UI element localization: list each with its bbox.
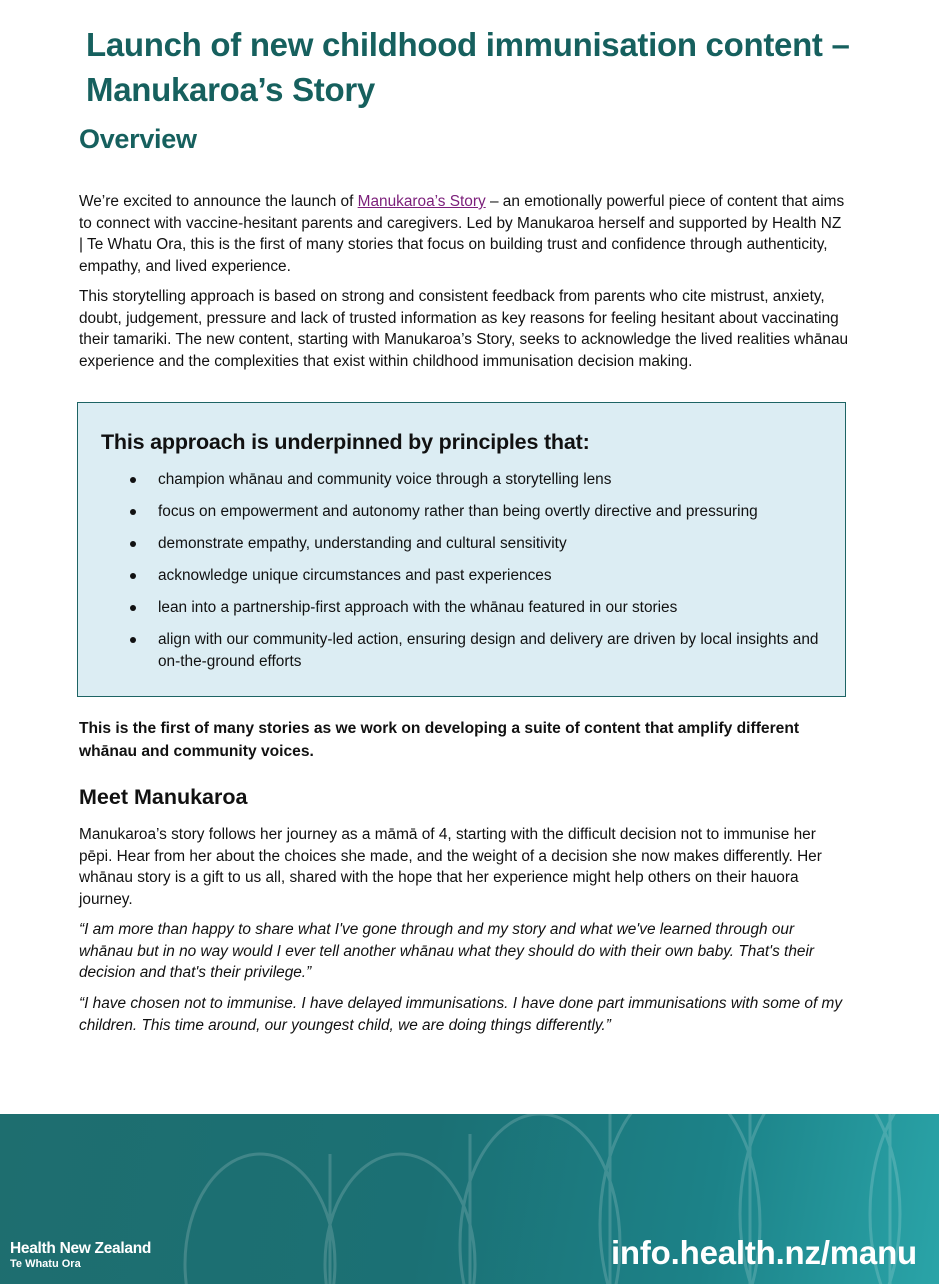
principles-list: [78, 469, 845, 683]
brand-subtitle: Te Whatu Ora: [10, 1258, 81, 1270]
bold-statement: This is the first of many stories as we work on developing a suite of content that amplify different whānau and community voices.: [79, 720, 800, 760]
principles-heading: This approach is underpinned by principles that:: [101, 430, 590, 454]
document-title: Launch of new childhood immunisation content – Manukaroa’s Story: [86, 26, 850, 108]
principle-item: align with our community-led action, ensuring design and delivery are driven by local insights and on-the-ground efforts: [78, 629, 845, 673]
bullet-icon: [130, 477, 136, 483]
storytelling-paragraph: This storytelling approach is based on strong and consistent feedback from parents who cite mistrust, anxiety, doubt, judgement, pressure and lack of trusted information as key reasons for feeling hesitant about vaccinating their tamariki. The new content, starting with Manukaroa’s Story, seeks to acknowledge the lived realities whānau experience and the complexities that exist within childhood immunisation decision making.: [79, 288, 849, 371]
meet-paragraph: Manukaroa’s story follows her journey as a māmā of 4, starting with the difficult decision not to immunise her pēpi. Hear from her about the choices she made, and the weight of a decision she now makes differently. Her whānau story is a gift to us all, shared with the hope that her experience might help others on their hauora journey.: [79, 826, 822, 909]
quote-1: “I am more than happy to share what I've gone through and my story and what we've learned through our whānau but in no way would I ever tell another whānau what they should do with their own baby. That's their decision and that's their privilege.”: [79, 921, 815, 982]
bullet-icon: [130, 605, 136, 611]
bullet-icon: [130, 637, 136, 643]
principle-item: champion whānau and community voice through a storytelling lens: [78, 469, 845, 491]
principle-item: demonstrate empathy, understanding and cultural sensitivity: [78, 533, 845, 555]
intro-text-after: – an emotionally powerful piece of content that aims to connect with vaccine-hesitant parents and caregivers. Led by Manukaroa herself and supported by Health NZ | Te Whatu Ora, this is the first of many stories that focus on building trust and confidence through authenticity, empathy, and lived experience.: [79, 193, 845, 276]
manukaroa-story-link[interactable]: Manukaroa’s Story: [357, 193, 486, 210]
bullet-icon: [130, 509, 136, 515]
bullet-icon: [130, 573, 136, 579]
principle-item: acknowledge unique circumstances and past experiences: [78, 565, 845, 587]
footer-banner: [0, 1114, 939, 1284]
footer-url[interactable]: info.health.nz/manu: [610, 1234, 917, 1271]
brand-name: Health New Zealand: [10, 1240, 152, 1257]
quote-2: “I have chosen not to immunise. I have delayed immunisations. I have done part immunisations with some of my children. This time around, our youngest child, we are doing things differently.”: [79, 995, 843, 1034]
bullet-icon: [130, 541, 136, 547]
principles-box: [77, 402, 846, 697]
overview-heading: Overview: [79, 124, 197, 154]
principle-item: focus on empowerment and autonomy rather than being overtly directive and pressuring: [78, 501, 845, 523]
principle-item: lean into a partnership-first approach with the whānau featured in our stories: [78, 597, 845, 619]
intro-paragraph: [79, 191, 849, 278]
intro-text-before: We’re excited to announce the launch of: [79, 193, 358, 210]
meet-manukaroa-heading: Meet Manukaroa: [79, 785, 248, 809]
